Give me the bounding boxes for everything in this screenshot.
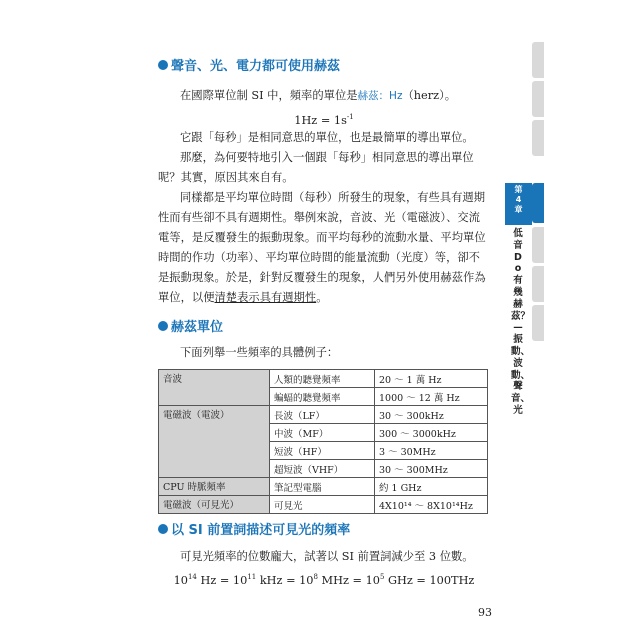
frequency-table xyxy=(158,369,488,514)
paragraph: 它跟「每秒」是相同意思的單位，也是最簡單的導出單位。 xyxy=(180,131,474,144)
paragraph: 那麼，為何要特地引入一個跟「每秒」相同意思的導出單位呢？其實，原因其來自有。 xyxy=(158,151,474,184)
text: 在國際單位制 SI 中，頻率的單位是 xyxy=(180,89,358,102)
chapter-number: 4 xyxy=(515,195,522,204)
table-cell-value: 30 ～ 300MHz xyxy=(375,460,488,478)
table-cell-value: 3 ～ 30MHz xyxy=(375,442,488,460)
section-title: 聲音、光、電力都可使用赫茲 xyxy=(171,59,341,74)
formula-sup: 11 xyxy=(247,573,257,581)
section-title: 以 SI 前置詞描述可見光的頻率 xyxy=(171,523,351,538)
formula xyxy=(158,567,490,591)
table-row xyxy=(159,496,488,514)
table-cell-category: 電磁波（可見光） xyxy=(159,496,270,514)
highlight-text: 赫茲：Hz xyxy=(357,90,403,102)
bullet-icon xyxy=(158,321,168,331)
formula-text: kHz = 10 xyxy=(256,573,314,587)
chapter-tab[interactable] xyxy=(532,42,544,78)
text: （herz）。 xyxy=(402,89,457,102)
paragraph: 下面列舉一些頻率的具體例子： xyxy=(180,346,339,359)
section-heading-hertz-unit xyxy=(158,316,223,335)
table-cell-value: 約 1 GHz xyxy=(375,478,488,496)
chapter-tab-active[interactable] xyxy=(532,183,544,223)
table-cell-name: 長波（LF） xyxy=(270,406,375,424)
section-title: 赫茲單位 xyxy=(171,320,224,335)
table-cell-value: 1000 ～ 12 萬 Hz xyxy=(375,388,488,406)
text: 同樣都是平均單位時間（每秒）所發生的現象，有些具有週期性而有些卻不具有週期性。舉例來說，音波、光（電磁波）、交流電等，是反覆發生的振動現象。而平均每秒的流動水量、平均單位時間的作功（功率）、平均單位時間的能量流動（光度）等，卻不是振動現象。於是，針對反覆發生的現象，人們另外使用赫茲作為單位，以便 xyxy=(158,191,486,304)
page-number: 93 xyxy=(478,606,492,619)
table-row xyxy=(159,370,488,388)
formula-text: MHz = 10 xyxy=(317,573,380,587)
table-cell-name: 可見光 xyxy=(270,496,375,514)
text: 。 xyxy=(316,291,328,304)
formula-text: 1Hz = 1s xyxy=(294,113,347,127)
table-row xyxy=(159,478,488,496)
formula-sup: -1 xyxy=(346,113,354,121)
paragraph xyxy=(158,86,490,106)
table-cell-category: 電磁波（電波） xyxy=(159,406,270,478)
chapter-vertical-title: 低音Do有幾赫茲？—振動、波動、聲音、光 xyxy=(511,228,531,416)
formula-sup: 5 xyxy=(379,573,385,581)
table-cell-name: 筆記型電腦 xyxy=(270,478,375,496)
section-heading-si-prefix xyxy=(158,519,350,538)
table-row xyxy=(159,406,488,424)
table-cell-value: 30 ～ 300kHz xyxy=(375,406,488,424)
table-cell-category: 音波 xyxy=(159,370,270,406)
formula-text: GHz = 100THz xyxy=(384,573,475,587)
chapter-tab[interactable] xyxy=(532,227,544,263)
table-cell-category: CPU 時脈頻率 xyxy=(159,478,270,496)
table-cell-value: 300 ～ 3000kHz xyxy=(375,424,488,442)
table-cell-name: 蝙蝠的聽覺頻率 xyxy=(270,388,375,406)
underlined-text: 清楚表示具有週期性 xyxy=(214,291,317,304)
formula-sup: 8 xyxy=(313,573,318,581)
table-cell-name: 短波（HF） xyxy=(270,442,375,460)
table-cell-name: 超短波（VHF） xyxy=(270,460,375,478)
formula-text: Hz = 10 xyxy=(196,573,248,587)
chapter-tab[interactable] xyxy=(532,120,544,156)
table-cell-value: 4X10¹⁴ ～ 8X10¹⁴Hz xyxy=(375,496,488,514)
chapter-label: 第 xyxy=(514,185,523,194)
chapter-badge xyxy=(505,183,532,225)
paragraph xyxy=(158,188,490,308)
table-cell-name: 人類的聽覺頻率 xyxy=(270,370,375,388)
chapter-tab[interactable] xyxy=(532,266,544,302)
formula-text: 10 xyxy=(173,573,188,587)
section-heading-hertz-usage xyxy=(158,55,340,74)
bullet-icon xyxy=(158,60,168,70)
chapter-tab[interactable] xyxy=(532,305,544,341)
paragraph: 可見光頻率的位數龐大，試著以 SI 前置詞減少至 3 位數。 xyxy=(180,550,474,563)
table-cell-name: 中波（MF） xyxy=(270,424,375,442)
table-cell-value: 20 ～ 1 萬 Hz xyxy=(375,370,488,388)
chapter-label: 章 xyxy=(514,205,523,214)
formula-sup: 14 xyxy=(187,573,197,581)
bullet-icon xyxy=(158,524,168,534)
chapter-tab[interactable] xyxy=(532,81,544,117)
